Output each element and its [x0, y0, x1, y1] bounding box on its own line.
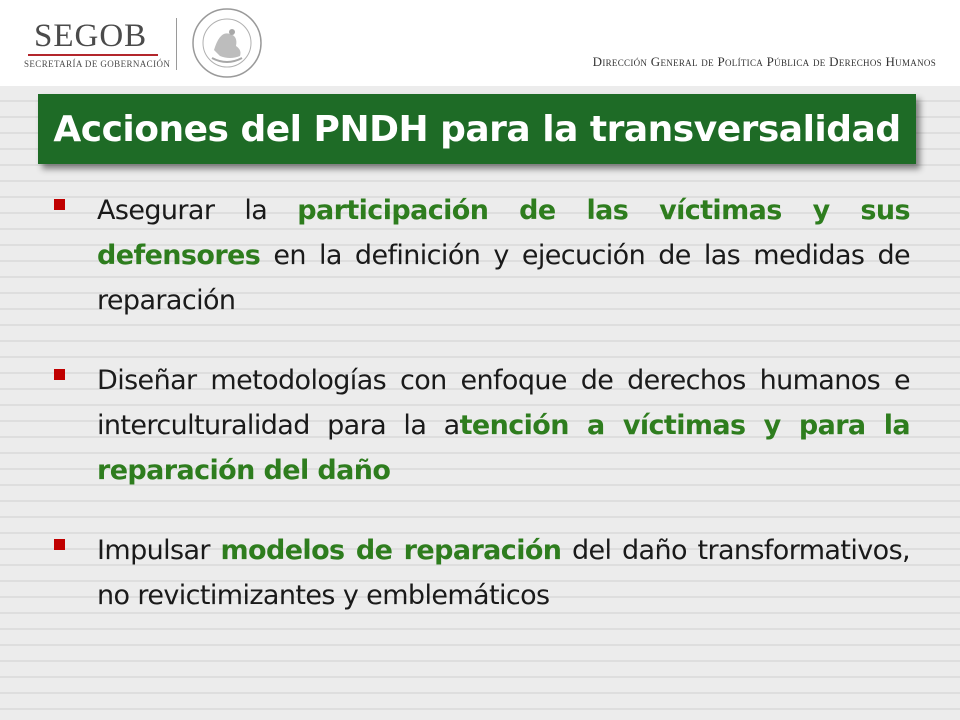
slide-title: Acciones del PNDH para la transversalidad	[53, 108, 901, 150]
list-item	[50, 358, 910, 493]
slide-title-bar	[38, 94, 916, 164]
bullet-text	[97, 358, 910, 493]
bullet-text	[97, 188, 910, 323]
square-bullet-icon	[54, 539, 65, 550]
bullet-highlight: modelos de reparación	[220, 535, 562, 566]
national-seal-icon	[190, 6, 264, 80]
list-item	[50, 528, 910, 618]
header	[0, 0, 960, 86]
bullet-text	[97, 528, 910, 618]
bullet-text-part: Asegurar la	[97, 195, 298, 226]
bullet-text-part: Impulsar	[97, 535, 221, 566]
bullet-text-part: en la definición y ejecución de las medidas de reparación	[97, 240, 910, 316]
logo-subtitle: SECRETARÍA DE GOBERNACIÓN	[24, 59, 171, 69]
bullet-text-part: Diseñar metodologías con enfoque de derechos humanos e interculturalidad para la a	[97, 365, 910, 441]
bullet-highlight: tención a víctimas y para la reparación del daño	[97, 410, 910, 486]
segob-logo: SEGOB	[34, 18, 148, 54]
square-bullet-icon	[54, 369, 65, 380]
header-title: Dirección General de Política Pública de Derechos Humanos	[592, 54, 936, 69]
bullet-text-part: del daño transformativos, no revictimizantes y emblemáticos	[97, 535, 911, 611]
header-divider	[176, 18, 177, 70]
logo-rule	[28, 54, 158, 56]
list-item	[50, 188, 910, 323]
square-bullet-icon	[54, 199, 65, 210]
bullet-highlight: participación de las víctimas y sus defensores	[97, 195, 910, 271]
bullet-list	[50, 188, 910, 653]
